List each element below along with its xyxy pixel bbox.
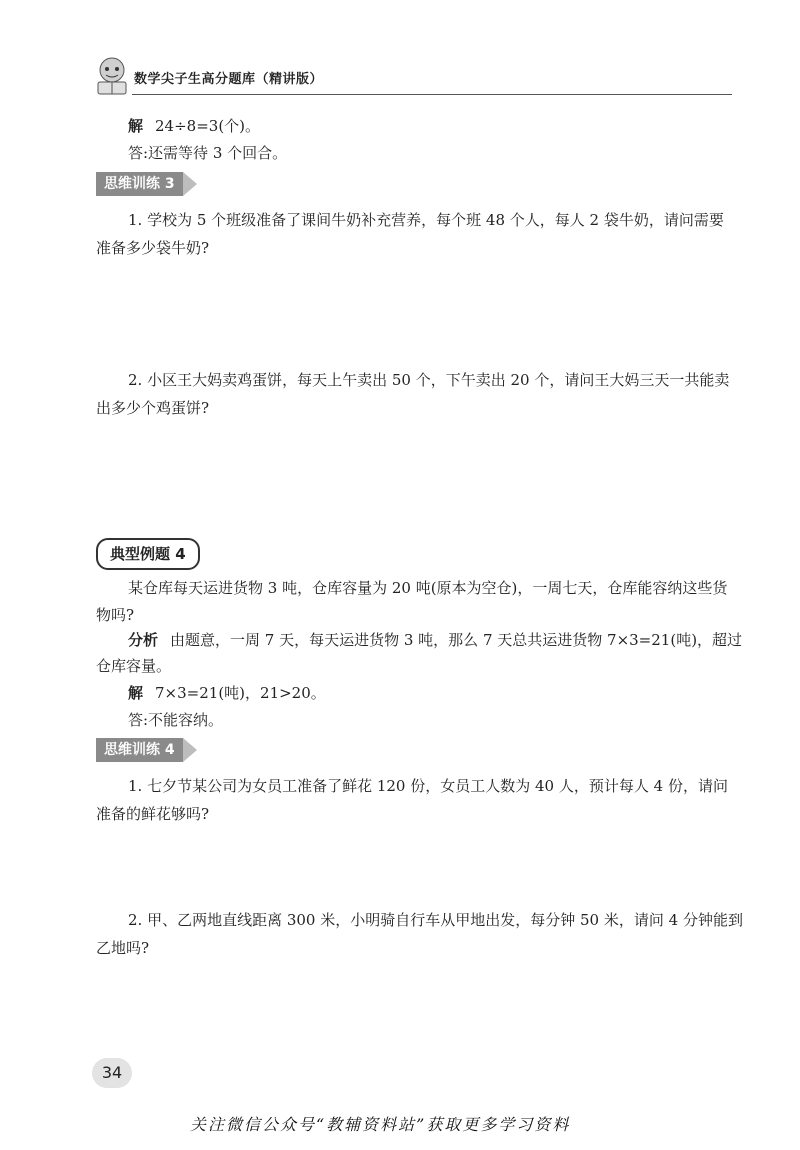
training3-tag — [96, 172, 197, 196]
answer-line: 答:还需等待 3 个回合。 — [128, 144, 288, 162]
tag-arrow-icon — [183, 172, 197, 196]
training3-q2-line1: 2. 小区王大妈卖鸡蛋饼，每天上午卖出 50 个，下午卖出 20 个，请问王大妈三天一共能卖 — [128, 371, 730, 389]
training4-q2-line2: 乙地吗? — [96, 939, 150, 957]
analysis-label: 分析 — [128, 631, 159, 649]
training3-q1-line2: 准备多少袋牛奶? — [96, 239, 210, 257]
example4-solution-text: 7×3=21(吨)，21>20。 — [155, 684, 326, 702]
page-header — [92, 54, 732, 98]
example4-solution-label: 解 — [128, 684, 144, 702]
example4-solution-line — [128, 683, 326, 703]
page-number: 34 — [92, 1058, 132, 1088]
training4-tag — [96, 738, 197, 762]
solution-label: 解 — [128, 117, 144, 135]
training3-q2-line2: 出多少个鸡蛋饼? — [96, 399, 210, 417]
analysis-line2: 仓库容量。 — [96, 657, 172, 675]
tag-arrow-icon — [183, 738, 197, 762]
training4-tag-label: 思维训练 4 — [96, 738, 183, 762]
solution-line — [128, 116, 260, 136]
training4-q1-line2: 准备的鲜花够吗? — [96, 805, 210, 823]
solution-text: 24÷8=3(个)。 — [155, 117, 261, 135]
header-divider — [132, 94, 732, 95]
training4-q1-line1: 1. 七夕节某公司为女员工准备了鲜花 120 份，女员工人数为 40 人，预计每人 4 份，请问 — [128, 777, 728, 795]
analysis-text: 由题意，一周 7 天，每天运进货物 3 吨，那么 7 天总共运进货物 7×3=21(吨)，超过 — [170, 631, 743, 649]
example4-problem-line2: 物吗? — [96, 606, 135, 624]
example4-problem-line1: 某仓库每天运进货物 3 吨，仓库容量为 20 吨(原本为空仓)，一周七天，仓库能容纳这些货 — [128, 579, 728, 597]
analysis-line1 — [128, 630, 742, 650]
training3-q1-line1: 1. 学校为 5 个班级准备了课间牛奶补充营养，每个班 48 个人，每人 2 袋牛奶，请问需要 — [128, 211, 724, 229]
mascot-icon — [92, 54, 132, 98]
header-title: 数学尖子生高分题库（精讲版） — [134, 72, 324, 87]
example4-tag: 典型例题 4 — [96, 538, 200, 570]
training3-tag-label: 思维训练 3 — [96, 172, 183, 196]
footer-note: 关注微信公众号“教辅资料站”获取更多学习资料 — [190, 1115, 571, 1134]
training4-q2-line1: 2. 甲、乙两地直线距离 300 米，小明骑自行车从甲地出发，每分钟 50 米，请问 4 分钟能到 — [128, 911, 743, 929]
example4-answer: 答:不能容纳。 — [128, 711, 224, 729]
